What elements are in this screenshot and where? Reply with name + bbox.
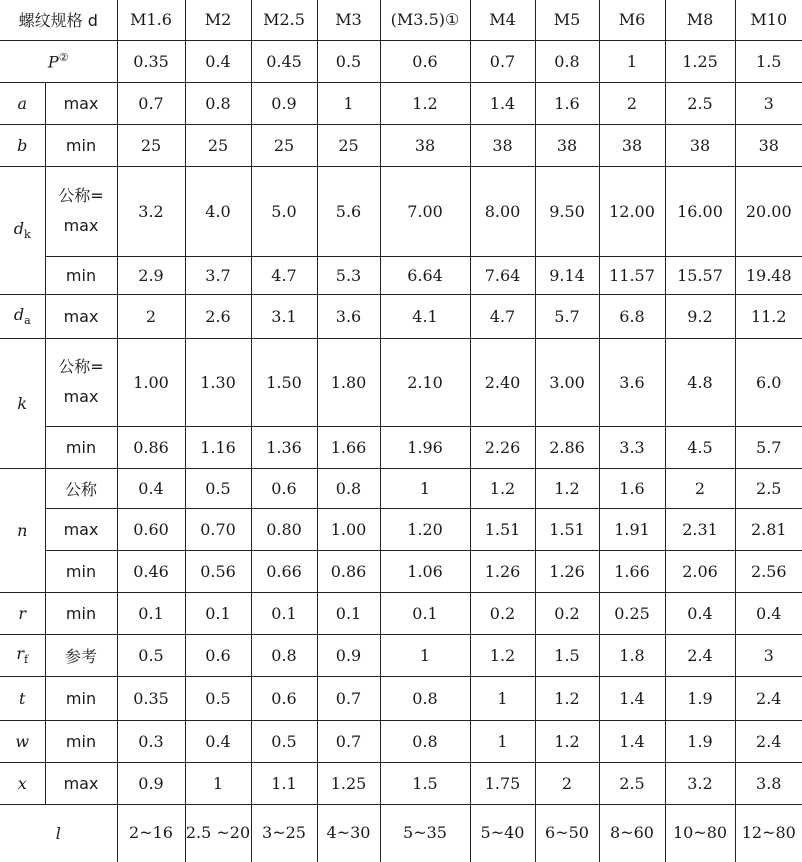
value-cell: 1.2	[535, 468, 599, 508]
value-cell: 2.40	[470, 338, 535, 426]
row-n-max	[0, 508, 802, 550]
value-cell: 0.6	[251, 676, 317, 720]
value-cell: 2.5	[599, 762, 665, 804]
value-cell: 8~60	[599, 804, 665, 862]
value-cell: 3	[735, 634, 802, 676]
value-cell: 0.1	[317, 592, 380, 634]
value-cell: 1	[470, 720, 535, 762]
row-n-nominal	[0, 468, 802, 508]
value-cell: 1.25	[317, 762, 380, 804]
value-cell: M10	[735, 0, 802, 40]
value-cell: 2.5	[665, 82, 735, 124]
value-cell: 16.00	[665, 166, 735, 256]
row-l	[0, 804, 802, 862]
header-title: 螺纹规格 d	[18, 11, 98, 31]
value-cell: 1.20	[380, 508, 470, 550]
parameter-symbol: k	[17, 393, 28, 413]
value-cell: 0.4	[185, 720, 251, 762]
value-cell: 2.81	[735, 508, 802, 550]
value-cell: 0.25	[599, 592, 665, 634]
value-cell: 2	[117, 294, 185, 338]
value-cell: 0.6	[251, 468, 317, 508]
value-cell: 0.8	[317, 468, 380, 508]
value-cell: 2~16	[117, 804, 185, 862]
value-cell: 5.0	[251, 166, 317, 256]
value-cell: 0.5	[251, 720, 317, 762]
value-cell: 0.4	[665, 592, 735, 634]
max-label: max	[63, 216, 99, 235]
value-cell: 25	[117, 124, 185, 166]
value-cell: 0.8	[380, 676, 470, 720]
parameter-symbol: w	[15, 731, 30, 751]
value-cell: 1.25	[665, 40, 735, 82]
value-cell: 0.5	[185, 676, 251, 720]
nominal-max-label	[45, 338, 117, 426]
value-cell: 1	[470, 676, 535, 720]
value-cell: 1.9	[665, 676, 735, 720]
row-k-max	[0, 338, 802, 426]
value-cell: 11.57	[599, 256, 665, 294]
value-cell: 0.7	[317, 676, 380, 720]
value-cell: 0.3	[117, 720, 185, 762]
row-a_max	[0, 82, 802, 124]
value-cell: 4.7	[470, 294, 535, 338]
value-cell: 2.26	[470, 426, 535, 468]
value-cell: 4~30	[317, 804, 380, 862]
value-cell: 25	[251, 124, 317, 166]
value-cell: 2.5	[735, 468, 802, 508]
value-cell: 25	[317, 124, 380, 166]
value-cell: 1.2	[535, 676, 599, 720]
value-cell: 1.1	[251, 762, 317, 804]
qualifier-cell: min	[45, 550, 117, 592]
value-cell: 5~35	[380, 804, 470, 862]
value-cell: 1.26	[535, 550, 599, 592]
value-cell: 3.6	[317, 294, 380, 338]
value-cell: 0.86	[117, 426, 185, 468]
value-cell: 0.8	[380, 720, 470, 762]
qualifier-cell: max	[45, 294, 117, 338]
parameter-symbol: a	[17, 93, 28, 113]
value-cell: 1.2	[380, 82, 470, 124]
value-cell: M8	[665, 0, 735, 40]
value-cell: 9.2	[665, 294, 735, 338]
row-k-min	[0, 426, 802, 468]
value-cell: 0.45	[251, 40, 317, 82]
value-cell: 1.4	[470, 82, 535, 124]
value-cell: 0.1	[251, 592, 317, 634]
value-cell: 38	[535, 124, 599, 166]
value-cell: 1.5	[535, 634, 599, 676]
value-cell: 3.2	[117, 166, 185, 256]
row-b_min	[0, 124, 802, 166]
value-cell: 0.8	[251, 634, 317, 676]
value-cell: 0.2	[470, 592, 535, 634]
nominal-max-label	[45, 166, 117, 256]
value-cell: 0.1	[117, 592, 185, 634]
value-cell: 0.35	[117, 676, 185, 720]
value-cell: 38	[665, 124, 735, 166]
value-cell: 0.80	[251, 508, 317, 550]
value-cell: 3	[735, 82, 802, 124]
value-cell: 2.6	[185, 294, 251, 338]
qualifier-cell: 公称	[45, 468, 117, 508]
value-cell: 6.64	[380, 256, 470, 294]
value-cell: 0.66	[251, 550, 317, 592]
value-cell: 6.8	[599, 294, 665, 338]
symbol-cell	[0, 720, 45, 762]
value-cell: 0.56	[185, 550, 251, 592]
value-cell: 38	[599, 124, 665, 166]
symbol-cell	[0, 124, 45, 166]
value-cell: M2.5	[251, 0, 317, 40]
value-cell: 1.5	[735, 40, 802, 82]
parameter-symbol: b	[17, 135, 28, 155]
value-cell: 2.86	[535, 426, 599, 468]
value-cell: 10~80	[665, 804, 735, 862]
max-label: max	[63, 387, 99, 406]
value-cell: 8.00	[470, 166, 535, 256]
value-cell: 5.6	[317, 166, 380, 256]
symbol-cell	[0, 634, 45, 676]
value-cell: 0.35	[117, 40, 185, 82]
qualifier-cell: max	[45, 82, 117, 124]
value-cell: 1.4	[599, 720, 665, 762]
value-cell: 1.2	[470, 468, 535, 508]
value-cell: 2.5 ~20	[185, 804, 251, 862]
value-cell: 25	[185, 124, 251, 166]
value-cell: 6~50	[535, 804, 599, 862]
symbol-cell	[0, 592, 45, 634]
value-cell: 0.9	[251, 82, 317, 124]
value-cell: M1.6	[117, 0, 185, 40]
value-cell: M6	[599, 0, 665, 40]
value-cell: 38	[735, 124, 802, 166]
value-cell: 4.7	[251, 256, 317, 294]
value-cell: 2.4	[735, 676, 802, 720]
value-cell: M2	[185, 0, 251, 40]
nominal-label: 公称=	[58, 186, 104, 205]
value-cell: 19.48	[735, 256, 802, 294]
value-cell: 5.3	[317, 256, 380, 294]
value-cell: 0.1	[380, 592, 470, 634]
value-cell: 5~40	[470, 804, 535, 862]
value-cell: 2.31	[665, 508, 735, 550]
value-cell: 0.9	[317, 634, 380, 676]
value-cell: 38	[380, 124, 470, 166]
value-cell: 2.56	[735, 550, 802, 592]
value-cell: 15.57	[665, 256, 735, 294]
value-cell: 1.16	[185, 426, 251, 468]
header-title-cell	[0, 0, 117, 40]
value-cell: 0.6	[380, 40, 470, 82]
value-cell: 0.7	[117, 82, 185, 124]
value-cell: 0.4	[735, 592, 802, 634]
value-cell: 7.64	[470, 256, 535, 294]
value-cell: 1	[599, 40, 665, 82]
value-cell: 4.0	[185, 166, 251, 256]
row-n-min	[0, 550, 802, 592]
qualifier-cell: min	[45, 124, 117, 166]
value-cell: 0.4	[117, 468, 185, 508]
value-cell: M3	[317, 0, 380, 40]
value-cell: 1.66	[599, 550, 665, 592]
value-cell: 3.1	[251, 294, 317, 338]
value-cell: 2.4	[665, 634, 735, 676]
qualifier-cell: 参考	[45, 634, 117, 676]
value-cell: 12~80	[735, 804, 802, 862]
value-cell: 6.0	[735, 338, 802, 426]
value-cell: 0.70	[185, 508, 251, 550]
value-cell: 1.51	[470, 508, 535, 550]
value-cell: 3.6	[599, 338, 665, 426]
symbol-cell	[0, 676, 45, 720]
value-cell: 1.9	[665, 720, 735, 762]
value-cell: 3.00	[535, 338, 599, 426]
value-cell: 1.4	[599, 676, 665, 720]
symbol-cell	[0, 294, 45, 338]
value-cell: 1	[185, 762, 251, 804]
parameter-symbol: t	[19, 688, 26, 708]
value-cell: 1.66	[317, 426, 380, 468]
symbol-cell	[0, 468, 45, 592]
value-cell: 1	[380, 468, 470, 508]
parameter-subscript: k	[24, 228, 31, 242]
length-label-cell	[0, 804, 117, 862]
row-dk-max	[0, 166, 802, 256]
row-x_max	[0, 762, 802, 804]
value-cell: 12.00	[599, 166, 665, 256]
value-cell: 1.26	[470, 550, 535, 592]
parameter-symbol: r	[16, 643, 25, 663]
value-cell: 2	[665, 468, 735, 508]
value-cell: 9.50	[535, 166, 599, 256]
value-cell: 1.06	[380, 550, 470, 592]
value-cell: 1.00	[317, 508, 380, 550]
parameter-symbol: n	[17, 520, 28, 540]
value-cell: 0.5	[117, 634, 185, 676]
value-cell: 0.7	[470, 40, 535, 82]
value-cell: 1	[317, 82, 380, 124]
value-cell: 2	[535, 762, 599, 804]
row-pitch	[0, 40, 802, 82]
value-cell: 1.6	[535, 82, 599, 124]
qualifier-cell: min	[45, 676, 117, 720]
value-cell: 1.5	[380, 762, 470, 804]
value-cell: 1.51	[535, 508, 599, 550]
value-cell: 0.8	[535, 40, 599, 82]
value-cell: 1.6	[599, 468, 665, 508]
parameter-symbol: d	[13, 218, 25, 238]
symbol-cell	[0, 338, 45, 468]
value-cell: 1.8	[599, 634, 665, 676]
value-cell: 0.9	[117, 762, 185, 804]
value-cell: 0.46	[117, 550, 185, 592]
value-cell: 0.60	[117, 508, 185, 550]
value-cell: 0.1	[185, 592, 251, 634]
qualifier-cell: max	[45, 762, 117, 804]
nominal-label: 公称=	[58, 357, 104, 376]
value-cell: 1.91	[599, 508, 665, 550]
value-cell: 9.14	[535, 256, 599, 294]
row-w_min	[0, 720, 802, 762]
pitch-footnote: ②	[58, 50, 69, 64]
value-cell: 0.86	[317, 550, 380, 592]
row-dk-min	[0, 256, 802, 294]
pitch-symbol: P	[47, 52, 59, 72]
parameter-symbol: d	[13, 304, 25, 324]
value-cell: 0.6	[185, 634, 251, 676]
value-cell: 1	[380, 634, 470, 676]
row-da_max	[0, 294, 802, 338]
value-cell: M4	[470, 0, 535, 40]
value-cell: 4.8	[665, 338, 735, 426]
value-cell: 0.7	[317, 720, 380, 762]
value-cell: 0.5	[185, 468, 251, 508]
qualifier-cell: min	[45, 426, 117, 468]
symbol-cell	[0, 762, 45, 804]
value-cell: 4.1	[380, 294, 470, 338]
row-r_min	[0, 592, 802, 634]
value-cell: 2	[599, 82, 665, 124]
value-cell: 1.96	[380, 426, 470, 468]
value-cell: 3~25	[251, 804, 317, 862]
qualifier-cell: max	[45, 508, 117, 550]
parameter-symbol: x	[17, 773, 27, 793]
value-cell: 2.9	[117, 256, 185, 294]
length-symbol: l	[55, 823, 61, 843]
value-cell: 7.00	[380, 166, 470, 256]
value-cell: 3.2	[665, 762, 735, 804]
value-cell: 1.50	[251, 338, 317, 426]
value-cell: 0.5	[317, 40, 380, 82]
qualifier-cell: min	[45, 256, 117, 294]
value-cell: 2.4	[735, 720, 802, 762]
value-cell: 0.8	[185, 82, 251, 124]
value-cell: 3.8	[735, 762, 802, 804]
value-cell: M5	[535, 0, 599, 40]
symbol-cell	[0, 166, 45, 294]
value-cell: 1.00	[117, 338, 185, 426]
value-cell: 20.00	[735, 166, 802, 256]
value-cell: 0.2	[535, 592, 599, 634]
value-cell: 2.06	[665, 550, 735, 592]
parameter-subscript: a	[24, 314, 31, 328]
value-cell: 4.5	[665, 426, 735, 468]
value-cell: 1.36	[251, 426, 317, 468]
value-cell: 1.2	[470, 634, 535, 676]
value-cell: (M3.5)①	[380, 0, 470, 40]
value-cell: 1.75	[470, 762, 535, 804]
value-cell: 5.7	[535, 294, 599, 338]
value-cell: 1.80	[317, 338, 380, 426]
row-rf_ref	[0, 634, 802, 676]
value-cell: 1.30	[185, 338, 251, 426]
value-cell: 3.7	[185, 256, 251, 294]
row-t_min	[0, 676, 802, 720]
value-cell: 5.7	[735, 426, 802, 468]
qualifier-cell: min	[45, 720, 117, 762]
qualifier-cell: min	[45, 592, 117, 634]
value-cell: 2.10	[380, 338, 470, 426]
value-cell: 38	[470, 124, 535, 166]
pitch-label-cell	[0, 40, 117, 82]
value-cell: 0.4	[185, 40, 251, 82]
parameter-subscript: f	[24, 653, 29, 667]
value-cell: 3.3	[599, 426, 665, 468]
value-cell: 11.2	[735, 294, 802, 338]
value-cell: 1.2	[535, 720, 599, 762]
symbol-cell	[0, 82, 45, 124]
header-row	[0, 0, 802, 40]
parameter-symbol: r	[18, 603, 27, 623]
